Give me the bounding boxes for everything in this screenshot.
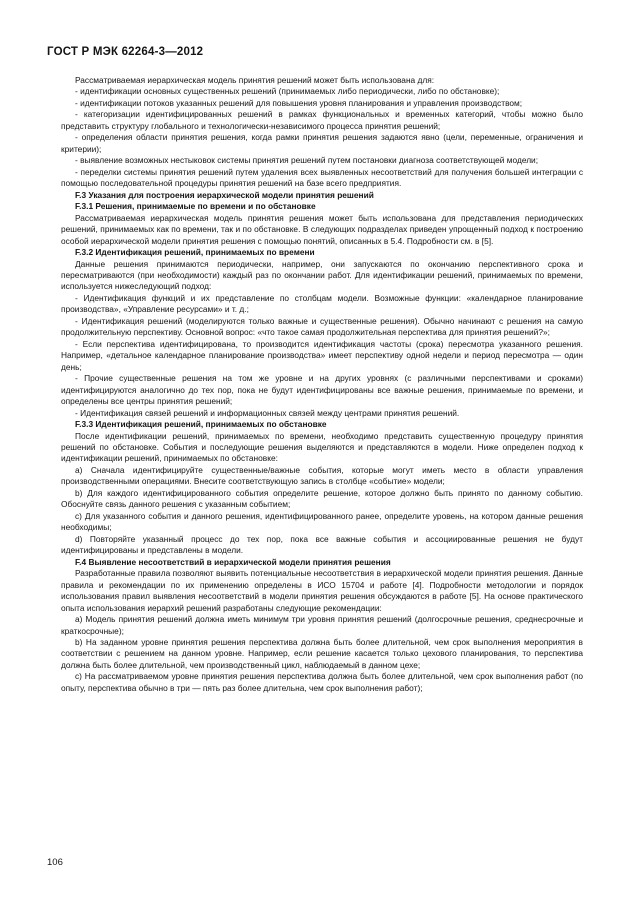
paragraph: - Прочие существенные решения на том же уровне и на других уровнях (с различными перспективами и сроками) идентифицируются аналогично до тех пор, пока не будут идентифицированы все важные решения, принимаемые по времени, и определены все центры принятия решений; [61,373,583,407]
page-number: 106 [47,857,63,868]
paragraph: - Если перспектива идентифицирована, то производится идентификация частоты (срока) пересмотра указанного решения. Например, «детальное календарное планирование производства» имеет перспективу одной недели и период пересмотра — один день; [61,338,583,372]
paragraph: c) На рассматриваемом уровне принятия решения перспектива должна быть более длительной, чем срок выполнения работ (по опыту, перспектива обычно в три — пять раз более длительна, чем срок выполнения работ); [61,671,583,693]
paragraph: b) На заданном уровне принятия решения перспектива должна быть более длительной, чем срок выполнения мероприятия в соответствии с решением на данном уровне. Например, если решение касается только цехового планирования, то перспектива должна быть более длительной, чем производственный цикл, наблюдаемый в данном цехе; [61,636,583,670]
paragraph: - выявление возможных нестыковок системы принятия решений путем постановки диагноза соответствующей модели; [75,155,539,166]
paragraph: - Идентификация функций и их представление по столбцам модели. Возможные функции: «календарное планирование производства», «Управление ресурсами» и т. д.; [61,292,583,315]
section-heading: F.3 Указания для построения иерархической модели принятия решений [75,189,374,200]
paragraph: b) Для каждого идентифицированного события определите решение, которое должно быть принято по данному событию. Обоснуйте связь данного решения с указанным событием; [61,487,583,510]
paragraph: Данные решения принимаются периодически, например, они запускаются по окончанию перспективного срока и пересматриваются (при необходимости) каждый раз по окончании работ. Для идентификации решений, принимаемых по времени, используется нижеследующий подход: [61,258,583,292]
paragraph: - идентификации основных существенных решений (принимаемых либо периодически, либо по обстановке); [75,86,500,97]
section-heading: F.3.1 Решения, принимаемые по времени и по обстановке [75,201,316,212]
paragraph: d) Повторяйте указанный процесс до тех пор, пока все важные события и ассоциированные решения не будут идентифицированы и представлены в модели. [61,533,583,556]
paragraph: После идентификации решений, принимаемых по времени, необходимо представить существенную процедуру принятия решений по обстановке. События и последующие решения выделяются и представляются в модели. Ниже определен подход к идентификации решений, принимаемых по обстановке: [61,430,583,464]
paragraph: Разработанные правила позволяют выявить потенциальные несоответствия в иерархической модели принятия решения. Данные правила и рекомендации по их применению определены в ИСО 15704 и работе [4]. Подробности методологии и порядок использования правил выявления несоответствий в модели принятия решения обсуждаются в работе [5]. На основе практического опыта использования иерархий решений разработаны следующие рекомендации: [61,568,583,613]
paragraph: - идентификации потоков указанных решений для повышения уровня планирования и управления производством; [75,97,523,108]
paragraph: - переделки системы принятия решений путем удаления всех выявленных несоответствий для получения большей интеграции с помощью последовательной процедуры принятия решений на базе всего предприятия. [61,166,583,189]
section-heading: F.4 Выявление несоответствий в иерархической модели принятия решения [75,556,391,567]
paragraph: - Идентификация решений (моделируются только важные и существенные решения). Обычно начинают с решения на самую продолжительную перспективу. Основной вопрос: «что такое самая продолжительная перспектива для принятия решений?»; [61,315,583,338]
paragraph: - категоризации идентифицированных решений в рамках функциональных и временных категорий, чтобы можно было представить структуру глобального и технологически-независимого процесса принятия решений; [61,109,583,131]
paragraph: a) Сначала идентифицируйте существенные/важные события, которые могут иметь место в области управления производственными операциями. Внесите соответствующую запись в столбце «событие» модели; [61,464,583,487]
section-heading: F.3.2 Идентификация решений, принимаемых по времени [75,247,315,258]
body-text [61,75,583,694]
paragraph: c) Для указанного события и данного решения, идентифицированного ранее, определите уровень, на котором данные решения необходимы; [61,510,583,533]
document-header: ГОСТ Р МЭК 62264-3—2012 [47,46,204,58]
paragraph: Рассматриваемая иерархическая модель принятия решения может быть использована для представления периодических решений, принимаемых как по времени, так и по обстановке. В следующих подразделах приведен упрощенный подход к построению особой иерархической модели принятия решения с помощью понятий, описанных в 5.4. Подробности см. в [5]. [61,212,583,246]
section-heading: F.3.3 Идентификация решений, принимаемых по обстановке [75,419,327,430]
paragraph: a) Модель принятия решений должна иметь минимум три уровня принятия решений (долгосрочные решения, среднесрочные и краткосрочные); [61,614,583,636]
paragraph: - Идентификация связей решений и информационных связей между центрами принятия решений. [75,407,460,418]
paragraph: - определения области принятия решения, когда рамки принятия решения задаются явно (цели, переменные, ограничения и критерии); [61,132,583,154]
paragraph: Рассматриваемая иерархическая модель принятия решений может быть использована для: [75,75,435,85]
